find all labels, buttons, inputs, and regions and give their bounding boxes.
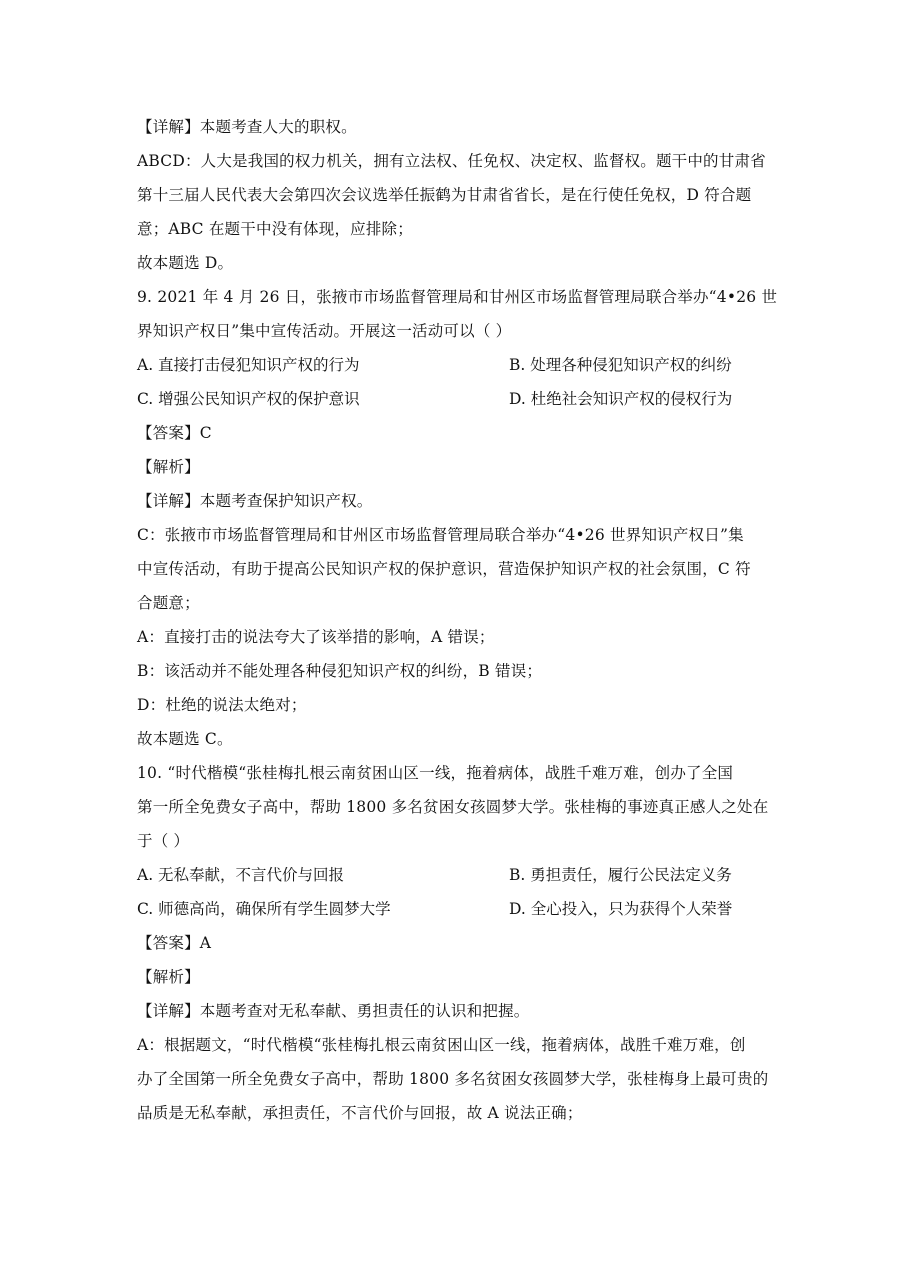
text-line: B：该活动并不能处理各种侵犯知识产权的纠纷，B 错误； xyxy=(137,662,543,680)
question-10-stem-end: 于（ ） xyxy=(137,832,190,850)
text-line: 办了全国第一所全免费女子高中，帮助 1800 多名贫困女孩圆梦大学，张桂梅身上最可贵的 xyxy=(137,1070,769,1088)
question-9-stem: 9. 2021 年 4 月 26 日，张掖市市场监督管理局和甘州区市场监督管理局联合举办“4•26 世 xyxy=(137,288,778,306)
question-10-stem: 10. “时代楷模“张桂梅扎根云南贫困山区一线，拖着病体，战胜千难万难，创办了全国 xyxy=(137,764,734,782)
text-line: 第十三届人民代表大会第四次会议选举任振鹤为甘肃省省长，是在行使任免权，D 符合题 xyxy=(137,186,752,204)
analysis-label: 【解析】 xyxy=(137,458,200,476)
text-line: 【详解】本题考查保护知识产权。 xyxy=(137,492,373,510)
document-page xyxy=(137,110,777,1130)
question-9-stem-cont: 界知识产权日”集中宣传活动。开展这一活动可以（ ） xyxy=(137,322,512,340)
text-line: 中宣传活动，有助于提高公民知识产权的保护意识，营造保护知识产权的社会氛围，C 符 xyxy=(137,560,751,578)
question-9-options-row-2 xyxy=(137,382,777,416)
option-c: C. 增强公民知识产权的保护意识 xyxy=(137,390,360,408)
option-b: B. 处理各种侵犯知识产权的纠纷 xyxy=(509,356,732,374)
text-line: A：根据题文，“时代楷模“张桂梅扎根云南贫困山区一线，拖着病体，战胜千难万难，创 xyxy=(137,1036,746,1054)
analysis-label: 【解析】 xyxy=(137,968,200,986)
text-line: 品质是无私奉献，承担责任，不言代价与回报，故 A 说法正确； xyxy=(137,1104,583,1122)
question-10-stem-cont: 第一所全免费女子高中，帮助 1800 多名贫困女孩圆梦大学。张桂梅的事迹真正感人之处在 xyxy=(137,798,769,816)
text-line: 合题意； xyxy=(137,594,200,612)
text-line: 【详解】本题考查对无私奉献、勇担责任的认识和把握。 xyxy=(137,1002,530,1020)
text-line: 故本题选 C。 xyxy=(137,730,233,748)
answer-label: 【答案】A xyxy=(137,934,212,952)
option-d: D. 全心投入，只为获得个人荣誉 xyxy=(509,900,733,918)
option-d: D. 杜绝社会知识产权的侵权行为 xyxy=(509,390,733,408)
text-line: C：张掖市市场监督管理局和甘州区市场监督管理局联合举办“4•26 世界知识产权日”集 xyxy=(137,526,744,544)
option-a: A. 直接打击侵犯知识产权的行为 xyxy=(137,356,360,374)
text-line: D：杜绝的说法太绝对； xyxy=(137,696,307,714)
answer-label: 【答案】C xyxy=(137,424,212,442)
question-10-options-row-2 xyxy=(137,892,777,926)
question-9-options-row-1 xyxy=(137,348,777,382)
question-10-options-row-1 xyxy=(137,858,777,892)
text-line: 意；ABC 在题干中没有体现，应排除； xyxy=(137,220,413,238)
text-line: ABCD：人大是我国的权力机关，拥有立法权、任免权、决定权、监督权。题干中的甘肃省 xyxy=(137,152,766,170)
option-c: C. 师德高尚，确保所有学生圆梦大学 xyxy=(137,900,391,918)
option-b: B. 勇担责任，履行公民法定义务 xyxy=(509,866,732,884)
option-a: A. 无私奉献，不言代价与回报 xyxy=(137,866,345,884)
text-line: 故本题选 D。 xyxy=(137,254,234,272)
text-line: A：直接打击的说法夸大了该举措的影响，A 错误； xyxy=(137,628,495,646)
text-line: 【详解】本题考查人大的职权。 xyxy=(137,118,357,136)
